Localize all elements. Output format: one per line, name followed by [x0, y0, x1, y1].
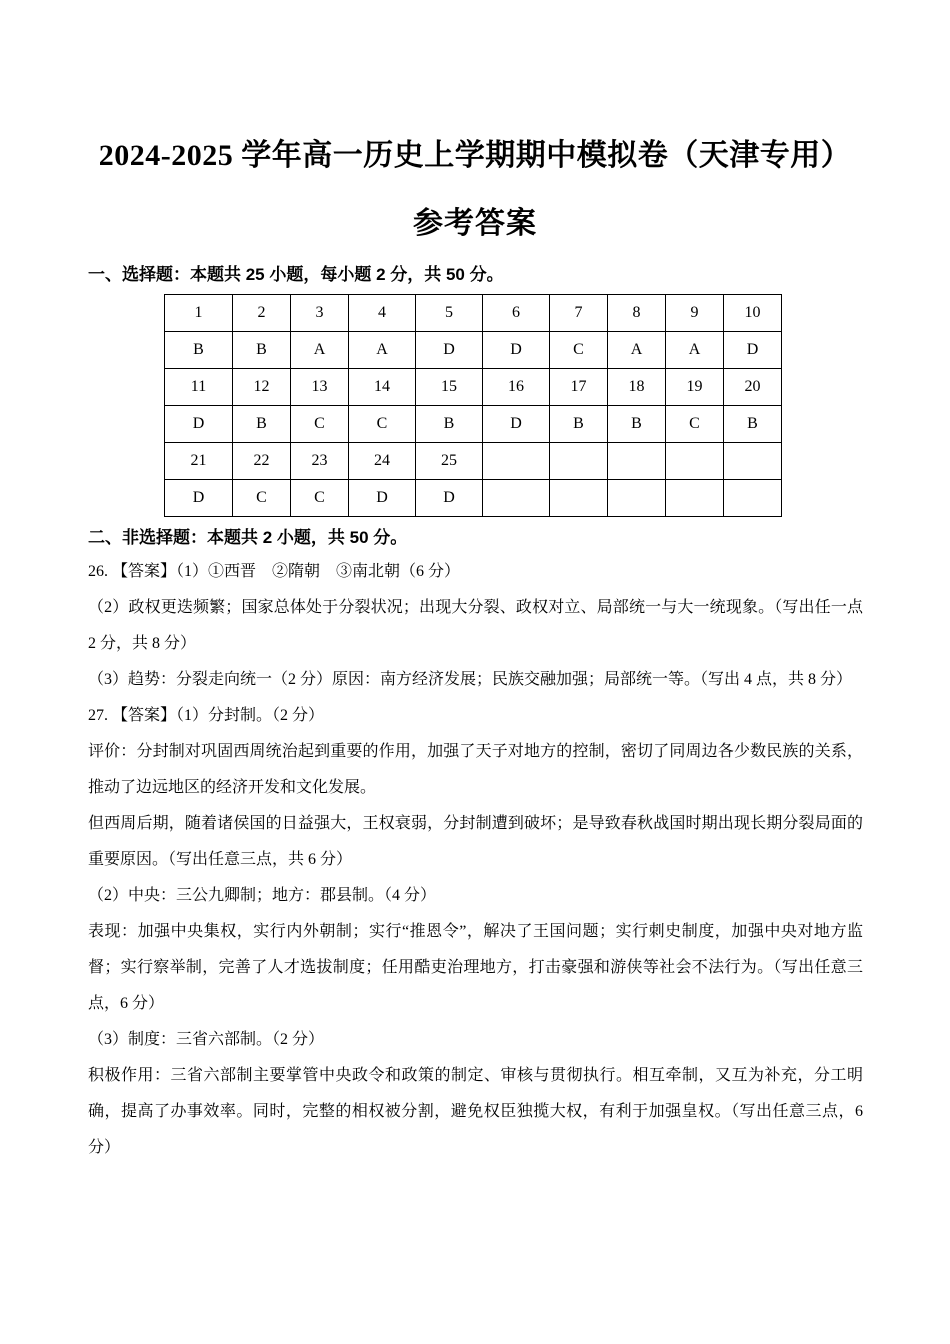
- answer-paragraph: （2）政权更迭频繁；国家总体处于分裂状况；出现大分裂、政权对立、局部统一与大一统现象。（写出任一点 2 分，共 8 分）: [88, 599, 863, 652]
- answer-table: [164, 294, 782, 517]
- answer-cell: D: [483, 332, 550, 369]
- answer-cell: [550, 480, 608, 517]
- question-number-cell: 9: [666, 295, 724, 332]
- question-number-cell: 21: [165, 443, 233, 480]
- answer-cell: A: [608, 332, 666, 369]
- answer-paragraph: 27. 【答案】（1）分封制。（2 分）: [88, 707, 325, 724]
- answer-cell: D: [724, 332, 782, 369]
- question-number-cell: 23: [291, 443, 349, 480]
- answer-cell: B: [416, 406, 483, 443]
- answer-row: [165, 332, 782, 369]
- question-number-cell: 7: [550, 295, 608, 332]
- answer-cell: D: [165, 480, 233, 517]
- answer-cell: [666, 480, 724, 517]
- answer-cell: B: [724, 406, 782, 443]
- document-subtitle: 参考答案: [413, 207, 537, 240]
- answer-cell: C: [291, 480, 349, 517]
- question-number-cell: 8: [608, 295, 666, 332]
- question-number-row: [165, 295, 782, 332]
- answer-cell: D: [483, 406, 550, 443]
- answer-cell: B: [233, 332, 291, 369]
- answer-row: [165, 480, 782, 517]
- answer-cell: A: [666, 332, 724, 369]
- answer-cell: C: [233, 480, 291, 517]
- question-number-cell: 25: [416, 443, 483, 480]
- question-number-cell: 14: [349, 369, 416, 406]
- answer-cell: B: [608, 406, 666, 443]
- answer-cell: D: [349, 480, 416, 517]
- answer-cell: C: [291, 406, 349, 443]
- answer-cell: B: [165, 332, 233, 369]
- answer-paragraph: 积极作用：三省六部制主要掌管中央政令和政策的制定、审核与贯彻执行。相互牵制，又互为补充，分工明确，提高了办事效率。同时，完整的相权被分割，避免权臣独揽大权，有利于加强皇权。（写出任意三点，6 分）: [88, 1067, 863, 1156]
- answer-cell: [483, 480, 550, 517]
- question-number-cell: 19: [666, 369, 724, 406]
- answer-row: [165, 406, 782, 443]
- question-number-cell: 4: [349, 295, 416, 332]
- question-number-cell: 1: [165, 295, 233, 332]
- answer-paragraph: 但西周后期，随着诸侯国的日益强大，王权衰弱，分封制遭到破坏；是导致春秋战国时期出现长期分裂局面的重要原因。（写出任意三点，共 6 分）: [88, 815, 863, 868]
- question-number-row: [165, 443, 782, 480]
- answer-cell: C: [349, 406, 416, 443]
- answer-cell: A: [291, 332, 349, 369]
- answer-table-body: [165, 295, 782, 517]
- question-number-cell: 24: [349, 443, 416, 480]
- question-number-cell: [483, 443, 550, 480]
- answer-paragraph: （3）趋势：分裂走向统一（2 分）原因：南方经济发展；民族交融加强；局部统一等。（写出 4 点，共 8 分）: [88, 671, 853, 688]
- document-title: 2024-2025 学年高一历史上学期期中模拟卷（天津专用）: [98, 139, 852, 172]
- answer-cell: [724, 480, 782, 517]
- question-number-cell: 18: [608, 369, 666, 406]
- answer-cell: C: [666, 406, 724, 443]
- question-number-cell: 5: [416, 295, 483, 332]
- question-number-cell: [608, 443, 666, 480]
- question-number-cell: 12: [233, 369, 291, 406]
- answer-cell: B: [550, 406, 608, 443]
- question-number-cell: 2: [233, 295, 291, 332]
- question-number-cell: [550, 443, 608, 480]
- answer-cell: D: [416, 332, 483, 369]
- question-number-cell: 17: [550, 369, 608, 406]
- question-number-cell: 10: [724, 295, 782, 332]
- question-number-cell: 3: [291, 295, 349, 332]
- answer-paragraph: （3）制度：三省六部制。（2 分）: [88, 1031, 325, 1048]
- answer-cell: D: [165, 406, 233, 443]
- question-number-cell: [666, 443, 724, 480]
- answer-cell: [608, 480, 666, 517]
- question-number-cell: [724, 443, 782, 480]
- answer-paragraph: 评价：分封制对巩固西周统治起到重要的作用，加强了天子对地方的控制，密切了同周边各少数民族的关系，推动了边远地区的经济开发和文化发展。: [88, 743, 863, 796]
- answer-paragraph: 26. 【答案】（1）①西晋 ②隋朝 ③南北朝（6 分）: [88, 563, 461, 580]
- question-number-cell: 13: [291, 369, 349, 406]
- question-number-cell: 20: [724, 369, 782, 406]
- answer-cell: C: [550, 332, 608, 369]
- answer-cell: B: [233, 406, 291, 443]
- question-number-cell: 11: [165, 369, 233, 406]
- question-number-cell: 15: [416, 369, 483, 406]
- question-number-cell: 16: [483, 369, 550, 406]
- question-number-cell: 22: [233, 443, 291, 480]
- section1-heading: 一、选择题：本题共 25 小题，每小题 2 分，共 50 分。: [88, 265, 504, 284]
- answer-paragraph: 表现：加强中央集权，实行内外朝制；实行“推恩令”，解决了王国问题；实行刺史制度，加强中央对地方监督；实行察举制，完善了人才选拔制度；任用酷吏治理地方，打击豪强和游侠等社会不法行为。（写出任意三点，6 分）: [88, 923, 863, 1012]
- question-number-row: [165, 369, 782, 406]
- answer-cell: D: [416, 480, 483, 517]
- answer-paragraph: （2）中央：三公九卿制；地方：郡县制。（4 分）: [88, 887, 437, 904]
- section2-heading: 二、非选择题：本题共 2 小题，共 50 分。: [88, 528, 408, 547]
- answer-cell: A: [349, 332, 416, 369]
- answer-explanations: [88, 554, 863, 1166]
- question-number-cell: 6: [483, 295, 550, 332]
